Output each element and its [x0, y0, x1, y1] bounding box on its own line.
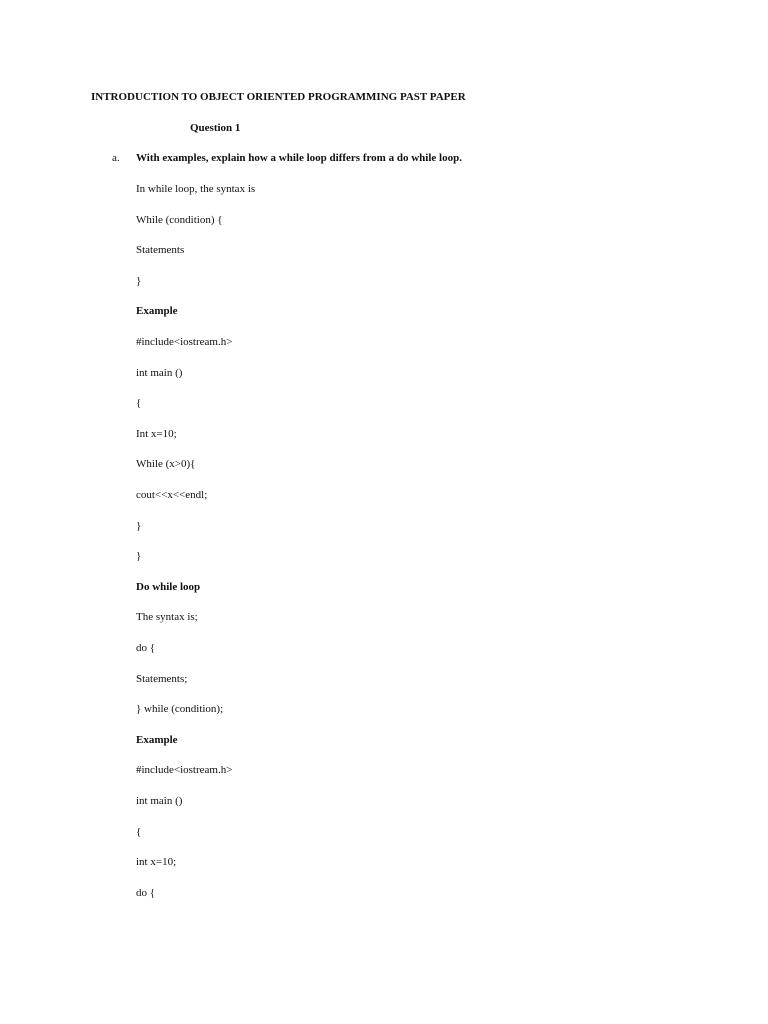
body-line: }	[136, 520, 142, 532]
body-line: #include<iostream.h>	[136, 336, 233, 348]
document-title: INTRODUCTION TO OBJECT ORIENTED PROGRAMMING PAST PAPER	[91, 91, 466, 103]
body-line: Int x=10;	[136, 428, 177, 440]
body-line: }	[136, 550, 142, 562]
section-heading: Example	[136, 305, 178, 317]
body-line: }	[136, 275, 142, 287]
body-line: do {	[136, 887, 156, 899]
question-heading: Question 1	[190, 122, 241, 134]
body-line: Statements;	[136, 673, 188, 685]
section-heading: Do while loop	[136, 581, 201, 593]
body-line: While (x>0){	[136, 458, 196, 470]
body-line: int x=10;	[136, 856, 177, 868]
body-line: cout<<x<<endl;	[136, 489, 208, 501]
body-line: int main ()	[136, 367, 183, 379]
body-line: {	[136, 826, 142, 838]
item-prompt: With examples, explain how a while loop differs from a do while loop.	[136, 152, 462, 164]
body-line: #include<iostream.h>	[136, 764, 233, 776]
body-line: do {	[136, 642, 156, 654]
section-heading: Example	[136, 734, 178, 746]
body-line: The syntax is;	[136, 611, 198, 623]
body-line: } while (condition);	[136, 703, 224, 715]
body-line: int main ()	[136, 795, 183, 807]
body-line: While (condition) {	[136, 214, 223, 226]
body-line: {	[136, 397, 142, 409]
item-marker: a.	[112, 152, 120, 164]
body-line: Statements	[136, 244, 185, 256]
body-line: In while loop, the syntax is	[136, 183, 256, 195]
